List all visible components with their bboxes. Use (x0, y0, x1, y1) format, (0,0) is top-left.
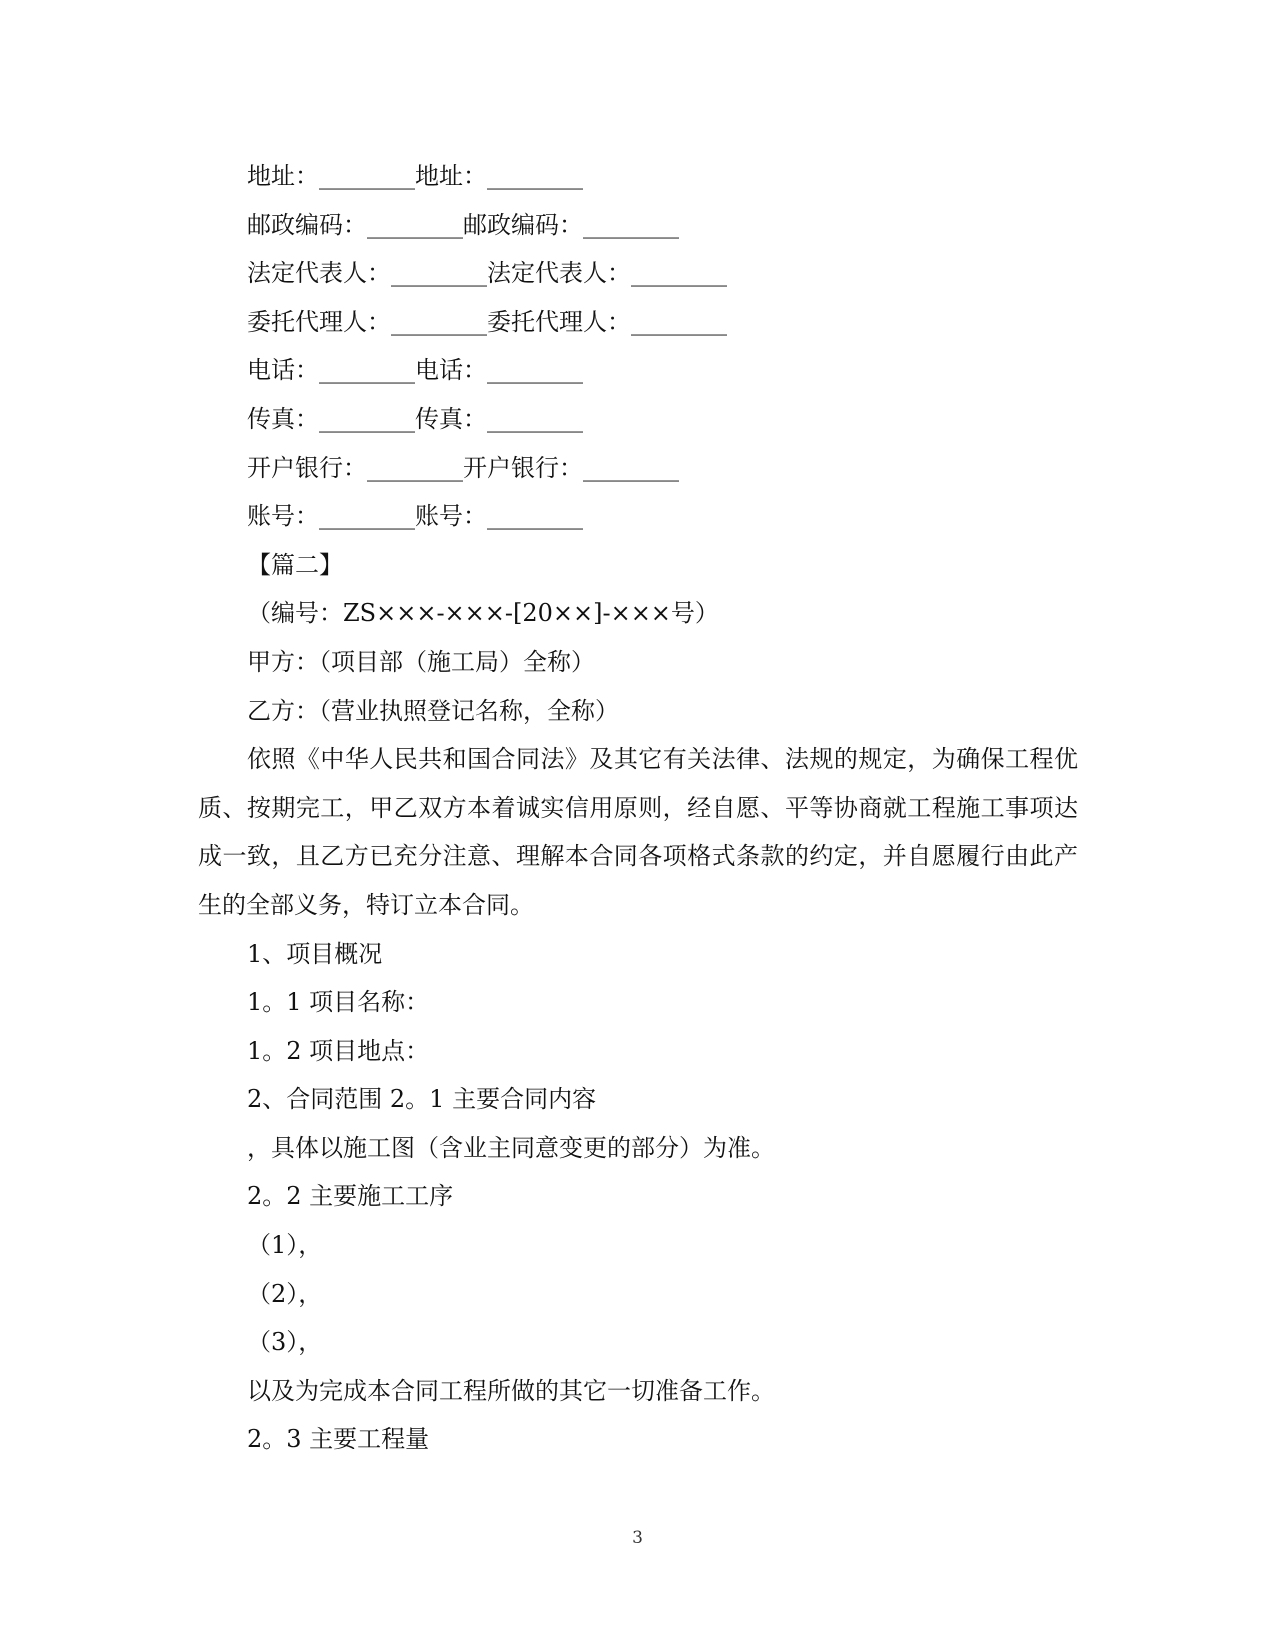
page-number: 3 (632, 1528, 643, 1548)
item-project-location: 1。2 项目地点： (247, 1036, 430, 1065)
document-body (198, 152, 1078, 1464)
legal-representative-line: 法定代表人：________法定代表人：________ (247, 259, 727, 288)
postal-code-line: 邮政编码：________邮政编码：________ (247, 210, 679, 239)
item-main-quantities: 2。3 主要工程量 (247, 1425, 430, 1454)
section-heading: 【篇二】 (247, 550, 343, 579)
party-b-line: 乙方：（营业执照登记名称，全称） (247, 696, 619, 725)
item-project-name: 1。1 项目名称： (247, 988, 430, 1017)
account-line: 账号：________账号：________ (247, 502, 583, 531)
item-contract-scope: 2、合同范围 2。1 主要合同内容 (247, 1085, 597, 1114)
procedure-3: （3）， (247, 1328, 323, 1357)
phone-line: 电话：________电话：________ (247, 356, 583, 385)
item-other-preparation: 以及为完成本合同工程所做的其它一切准备工作。 (247, 1376, 775, 1405)
item-main-procedures: 2。2 主要施工工序 (247, 1182, 454, 1211)
procedure-1: （1）， (247, 1231, 323, 1260)
bank-line: 开户银行：________开户银行：________ (247, 453, 679, 482)
procedure-2: （2）， (247, 1279, 323, 1308)
authorized-agent-line: 委托代理人：________委托代理人：________ (247, 307, 727, 336)
item-drawing-basis: ，具体以施工图（含业主同意变更的部分）为准。 (247, 1133, 775, 1162)
item-project-overview: 1、项目概况 (247, 939, 383, 968)
address-line: 地址：________地址：________ (247, 162, 583, 190)
fax-line: 传真：________传真：________ (247, 404, 583, 433)
intro-paragraph: 依照《中华人民共和国合同法》及其它有关法律、法规的规定，为确保工程优质、按期完工，甲乙双方本着诚实信用原则，经自愿、平等协商就工程施工事项达成一致，且乙方已充分注意、理解本合同各项格式条款的约定，并自愿履行由此产生的全部义务，特订立本合同。 (198, 745, 1078, 919)
contract-number: （编号：ZS×××-×××-[20××]-×××号） (247, 599, 719, 628)
party-a-line: 甲方：（项目部（施工局）全称） (247, 647, 595, 676)
